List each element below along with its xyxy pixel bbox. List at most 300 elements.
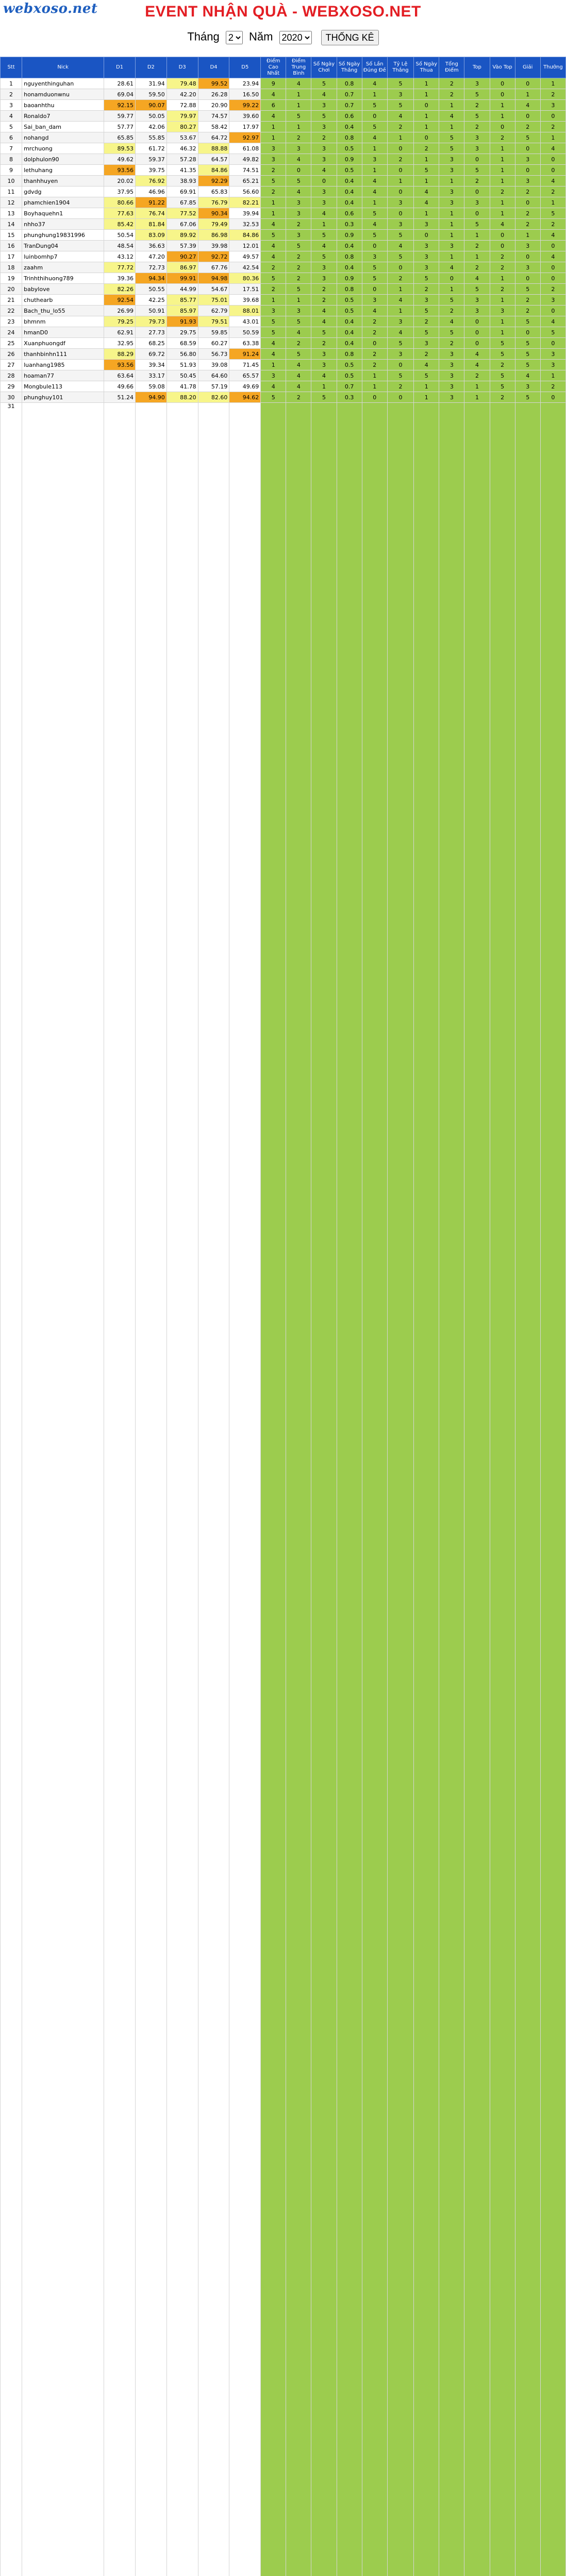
value-cell: 4	[286, 360, 311, 370]
value-cell: 2	[362, 327, 387, 338]
value-cell: 4	[286, 187, 311, 197]
value-cell	[261, 403, 286, 2576]
value-cell	[387, 403, 413, 2576]
value-cell: 28	[1, 370, 22, 381]
value-cell: 86.98	[198, 230, 229, 241]
value-cell: 3	[311, 262, 337, 273]
value-cell: 3	[515, 176, 540, 187]
value-cell: 4	[515, 370, 540, 381]
value-cell: 1	[490, 143, 515, 154]
value-cell: 3	[439, 381, 464, 392]
value-cell: 39.98	[198, 241, 229, 251]
value-cell: 4	[540, 251, 565, 262]
value-cell: 50.45	[167, 370, 198, 381]
value-cell: 1	[261, 122, 286, 132]
value-cell: 2	[387, 154, 413, 165]
value-cell: 79.49	[198, 219, 229, 230]
value-cell: 5	[362, 262, 387, 273]
value-cell: 3	[439, 349, 464, 360]
value-cell: 92.54	[104, 295, 136, 306]
table-row	[1, 273, 566, 284]
value-cell: 36.63	[135, 241, 167, 251]
value-cell: 2	[464, 100, 490, 111]
value-cell: 2	[362, 316, 387, 327]
value-cell: 2	[490, 284, 515, 295]
value-cell: 11	[1, 187, 22, 197]
ranking-table	[0, 57, 566, 2576]
nick-cell[interactable]: phunghung19831996	[22, 230, 104, 241]
value-cell: 24	[1, 327, 22, 338]
value-cell: 5	[311, 230, 337, 241]
value-cell: 83.09	[135, 230, 167, 241]
value-cell: 2	[439, 89, 464, 100]
value-cell: 51.24	[104, 392, 136, 403]
value-cell: 4	[362, 176, 387, 187]
value-cell: 5	[439, 143, 464, 154]
table-row	[1, 349, 566, 360]
month-select[interactable]	[226, 31, 243, 44]
table-row	[1, 241, 566, 251]
value-cell: 1	[464, 230, 490, 241]
value-cell: 2	[515, 295, 540, 306]
value-cell: 0	[490, 89, 515, 100]
table-row	[1, 327, 566, 338]
value-cell: 0.4	[337, 176, 362, 187]
column-header: D3	[167, 57, 198, 78]
value-cell: 3	[464, 306, 490, 316]
value-cell: 0	[464, 327, 490, 338]
value-cell: 4	[387, 241, 413, 251]
value-cell: 5	[490, 370, 515, 381]
value-cell: 2	[515, 306, 540, 316]
table-row	[1, 100, 566, 111]
value-cell: 3	[439, 360, 464, 370]
value-cell: 2	[464, 370, 490, 381]
value-cell: 0	[540, 392, 565, 403]
value-cell: 57.28	[167, 154, 198, 165]
value-cell: 16	[1, 241, 22, 251]
value-cell: 5	[286, 284, 311, 295]
value-cell	[198, 403, 229, 2576]
value-cell: 4	[540, 316, 565, 327]
nick-cell[interactable]: phamchien1904	[22, 197, 104, 208]
value-cell: 3	[387, 89, 413, 100]
value-cell: 13	[1, 208, 22, 219]
value-cell: 0	[362, 284, 387, 295]
value-cell: 39.36	[104, 273, 136, 284]
value-cell: 0	[515, 165, 540, 176]
value-cell: 1	[286, 89, 311, 100]
nick-cell[interactable]: Bach_thu_lo55	[22, 306, 104, 316]
value-cell: 29.75	[167, 327, 198, 338]
value-cell: 50.05	[135, 111, 167, 122]
value-cell: 5	[362, 230, 387, 241]
value-cell: 63.38	[229, 338, 261, 349]
value-cell: 4	[414, 187, 439, 197]
value-cell: 1	[414, 381, 439, 392]
value-cell: 5	[439, 327, 464, 338]
value-cell: 58.42	[198, 122, 229, 132]
value-cell: 1	[362, 143, 387, 154]
value-cell: 0.9	[337, 230, 362, 241]
value-cell: 80.36	[229, 273, 261, 284]
value-cell: 21	[1, 295, 22, 306]
value-cell: 5	[540, 208, 565, 219]
table-row	[1, 306, 566, 316]
value-cell: 4	[464, 273, 490, 284]
value-cell: 69.91	[167, 187, 198, 197]
value-cell: 20	[1, 284, 22, 295]
value-cell: 77.52	[167, 208, 198, 219]
value-cell: 85.42	[104, 219, 136, 230]
value-cell: 65.57	[229, 370, 261, 381]
nick-cell[interactable]: hmanD0	[22, 327, 104, 338]
value-cell: 2	[540, 381, 565, 392]
table-row	[1, 176, 566, 187]
value-cell: 2	[414, 143, 439, 154]
value-cell: 0.4	[337, 262, 362, 273]
value-cell: 5	[261, 176, 286, 187]
value-cell: 53.67	[167, 132, 198, 143]
table-header	[1, 57, 566, 78]
value-cell: 2	[439, 78, 464, 89]
value-cell: 2	[387, 273, 413, 284]
value-cell	[167, 403, 198, 2576]
value-cell: 5	[261, 230, 286, 241]
value-cell: 0	[490, 241, 515, 251]
value-cell: 3	[414, 295, 439, 306]
value-cell: 1	[490, 208, 515, 219]
nick-cell[interactable]: Boyhaquehn1	[22, 208, 104, 219]
value-cell: 41.35	[167, 165, 198, 176]
value-cell: 5	[311, 251, 337, 262]
nick-cell[interactable]: baoanhthu	[22, 100, 104, 111]
table-row	[1, 262, 566, 273]
value-cell: 5	[261, 327, 286, 338]
value-cell	[135, 403, 167, 2576]
value-cell: 1	[261, 132, 286, 143]
value-cell: 2	[286, 251, 311, 262]
nick-cell[interactable]: honamduonwnu	[22, 89, 104, 100]
value-cell: 0	[515, 78, 540, 89]
value-cell: 94.98	[198, 273, 229, 284]
value-cell: 39.60	[229, 111, 261, 122]
nick-cell[interactable]: gdvdg	[22, 187, 104, 197]
value-cell: 84.86	[198, 165, 229, 176]
nick-cell[interactable]: Mongbule113	[22, 381, 104, 392]
value-cell	[414, 403, 439, 2576]
value-cell: 4	[464, 360, 490, 370]
value-cell: 90.07	[135, 100, 167, 111]
value-cell: 4	[414, 360, 439, 370]
value-cell: 4	[286, 154, 311, 165]
year-select[interactable]	[279, 31, 312, 44]
nick-cell[interactable]: nguyenthinguhan	[22, 78, 104, 89]
year-label: Năm	[248, 30, 273, 43]
nick-cell[interactable]: thanhhuyen	[22, 176, 104, 187]
nick-cell[interactable]: bhmnm	[22, 316, 104, 327]
value-cell: 31.94	[135, 78, 167, 89]
value-cell: 1	[540, 370, 565, 381]
value-cell: 3	[515, 381, 540, 392]
value-cell: 2	[414, 316, 439, 327]
value-cell: 5	[515, 316, 540, 327]
value-cell: 1	[439, 208, 464, 219]
value-cell: 3	[387, 219, 413, 230]
value-cell: 5	[286, 111, 311, 122]
value-cell: 0	[540, 273, 565, 284]
value-cell: 5	[387, 78, 413, 89]
column-header: Giải	[515, 57, 540, 78]
value-cell: 2	[439, 306, 464, 316]
value-cell: 3	[387, 349, 413, 360]
table-row	[1, 230, 566, 241]
value-cell: 4	[286, 327, 311, 338]
value-cell: 5	[362, 122, 387, 132]
value-cell: 99.52	[198, 78, 229, 89]
value-cell	[515, 403, 540, 2576]
value-cell: 2	[387, 122, 413, 132]
value-cell: 2	[490, 251, 515, 262]
value-cell: 3	[311, 100, 337, 111]
value-cell: 1	[515, 230, 540, 241]
value-cell: 0	[464, 208, 490, 219]
value-cell: 32.53	[229, 219, 261, 230]
value-cell: 1	[439, 284, 464, 295]
value-cell: 94.34	[135, 273, 167, 284]
value-cell: 49.82	[229, 154, 261, 165]
value-cell: 1	[311, 219, 337, 230]
value-cell: 90.27	[167, 251, 198, 262]
value-cell: 26.28	[198, 89, 229, 100]
value-cell: 88.01	[229, 306, 261, 316]
value-cell: 0.8	[337, 78, 362, 89]
value-cell: 1	[261, 360, 286, 370]
value-cell: 1	[414, 392, 439, 403]
value-cell: 3	[464, 143, 490, 154]
value-cell: 2	[286, 392, 311, 403]
nick-cell[interactable]: nohangd	[22, 132, 104, 143]
nick-cell[interactable]: Xuanphuongdf	[22, 338, 104, 349]
value-cell: 0	[540, 241, 565, 251]
value-cell: 0.8	[337, 349, 362, 360]
value-cell: 20.90	[198, 100, 229, 111]
value-cell: 42.20	[167, 89, 198, 100]
value-cell: 5	[515, 349, 540, 360]
value-cell: 1	[414, 111, 439, 122]
value-cell: 0.4	[337, 241, 362, 251]
value-cell: 4	[414, 197, 439, 208]
nick-cell[interactable]: zaahm	[22, 262, 104, 273]
column-header: Vào Top	[490, 57, 515, 78]
stats-button[interactable]: THỐNG KÊ	[321, 30, 379, 45]
value-cell: 92.29	[198, 176, 229, 187]
value-cell: 1	[464, 381, 490, 392]
value-cell: 20.02	[104, 176, 136, 187]
nick-cell[interactable]: hoaman77	[22, 370, 104, 381]
value-cell: 5	[286, 176, 311, 187]
value-cell: 4	[362, 306, 387, 316]
nick-cell[interactable]: Ronaldo7	[22, 111, 104, 122]
value-cell: 4	[362, 219, 387, 230]
value-cell: 46.96	[135, 187, 167, 197]
value-cell: 39.08	[198, 360, 229, 370]
value-cell: 5	[286, 316, 311, 327]
value-cell: 90.34	[198, 208, 229, 219]
value-cell	[337, 403, 362, 2576]
value-cell: 85.77	[167, 295, 198, 306]
column-header: Top	[464, 57, 490, 78]
nick-cell[interactable]: lethuhang	[22, 165, 104, 176]
value-cell: 5	[261, 316, 286, 327]
table-row	[1, 370, 566, 381]
value-cell: 63.64	[104, 370, 136, 381]
value-cell: 72.88	[167, 100, 198, 111]
value-cell: 3	[439, 154, 464, 165]
column-header: D2	[135, 57, 167, 78]
value-cell: 5	[464, 219, 490, 230]
value-cell: 0.5	[337, 295, 362, 306]
value-cell: 2	[464, 262, 490, 273]
value-cell: 4	[311, 316, 337, 327]
value-cell: 4	[362, 187, 387, 197]
value-cell: 3	[1, 100, 22, 111]
value-cell: 4	[439, 111, 464, 122]
value-cell: 0.5	[337, 143, 362, 154]
nick-cell[interactable]: TranDung04	[22, 241, 104, 251]
value-cell: 5	[362, 100, 387, 111]
value-cell: 37.95	[104, 187, 136, 197]
value-cell: 4	[311, 165, 337, 176]
value-cell: 5	[464, 165, 490, 176]
nick-cell[interactable]: thanhbinhn111	[22, 349, 104, 360]
value-cell: 0.7	[337, 89, 362, 100]
value-cell: 1	[286, 122, 311, 132]
value-cell: 0	[414, 132, 439, 143]
value-cell: 0.8	[337, 284, 362, 295]
value-cell: 2	[540, 187, 565, 197]
value-cell: 1	[261, 295, 286, 306]
value-cell: 1	[439, 176, 464, 187]
value-cell: 4	[362, 132, 387, 143]
value-cell: 2	[261, 165, 286, 176]
value-cell: 0	[540, 154, 565, 165]
nick-cell[interactable]: chuthearb	[22, 295, 104, 306]
value-cell: 0	[464, 316, 490, 327]
nick-cell[interactable]: Trinhthihuong789	[22, 273, 104, 284]
value-cell: 3	[464, 295, 490, 306]
value-cell: 1	[414, 154, 439, 165]
value-cell: 26.99	[104, 306, 136, 316]
nick-cell[interactable]: dolphulon90	[22, 154, 104, 165]
value-cell: 4	[540, 143, 565, 154]
value-cell: 3	[490, 306, 515, 316]
value-cell: 0	[515, 143, 540, 154]
column-header: Stt	[1, 57, 22, 78]
value-cell: 4	[311, 370, 337, 381]
value-cell: 1	[387, 306, 413, 316]
value-cell: 41.78	[167, 381, 198, 392]
value-cell: 74.51	[229, 165, 261, 176]
value-cell: 0.4	[337, 122, 362, 132]
value-cell: 5	[515, 132, 540, 143]
value-cell: 3	[439, 197, 464, 208]
nick-cell[interactable]: luinbomhp7	[22, 251, 104, 262]
value-cell: 3	[540, 295, 565, 306]
value-cell: 28.61	[104, 78, 136, 89]
value-cell: 2	[286, 219, 311, 230]
column-header: Điểm Cao Nhất	[261, 57, 286, 78]
value-cell: 80.27	[167, 122, 198, 132]
value-cell: 3	[311, 143, 337, 154]
value-cell: 5	[414, 327, 439, 338]
value-cell: 44.99	[167, 284, 198, 295]
value-cell: 0.6	[337, 208, 362, 219]
value-cell: 31	[1, 403, 22, 2576]
value-cell: 4	[261, 89, 286, 100]
value-cell: 3	[286, 208, 311, 219]
value-cell: 2	[540, 219, 565, 230]
value-cell: 0	[362, 241, 387, 251]
value-cell: 4	[286, 78, 311, 89]
column-header: Điểm Trung Bình	[286, 57, 311, 78]
value-cell: 1	[540, 197, 565, 208]
value-cell: 59.85	[198, 327, 229, 338]
value-cell: 0	[515, 273, 540, 284]
nick-cell[interactable]: mrchuong	[22, 143, 104, 154]
value-cell: 0.4	[337, 327, 362, 338]
value-cell: 1	[414, 208, 439, 219]
value-cell: 4	[362, 78, 387, 89]
value-cell: 2	[261, 262, 286, 273]
value-cell: 2	[515, 208, 540, 219]
value-cell: 3	[439, 165, 464, 176]
table-row	[1, 392, 566, 403]
nick-cell[interactable]: Sai_ban_dam	[22, 122, 104, 132]
value-cell: 2	[490, 392, 515, 403]
value-cell: 1	[490, 295, 515, 306]
nick-cell[interactable]: nhho37	[22, 219, 104, 230]
value-cell: 5	[387, 230, 413, 241]
value-cell: 3	[261, 154, 286, 165]
value-cell: 5	[387, 251, 413, 262]
nick-cell[interactable]: phunghuy101	[22, 392, 104, 403]
value-cell: 1	[414, 122, 439, 132]
value-cell: 0	[414, 230, 439, 241]
value-cell: 0	[387, 360, 413, 370]
value-cell: 5	[286, 349, 311, 360]
value-cell: 76.79	[198, 197, 229, 208]
value-cell: 32.95	[104, 338, 136, 349]
site-logo[interactable]: webxoso.net	[3, 1, 98, 16]
nick-cell[interactable]: luanhang1985	[22, 360, 104, 370]
value-cell: 5	[261, 273, 286, 284]
value-cell: 18	[1, 262, 22, 273]
value-cell: 43.01	[229, 316, 261, 327]
value-cell: 3	[311, 273, 337, 284]
value-cell: 3	[362, 251, 387, 262]
value-cell: 5	[439, 295, 464, 306]
value-cell: 6	[261, 100, 286, 111]
table-row	[1, 143, 566, 154]
value-cell: 4	[439, 316, 464, 327]
nick-cell[interactable]: babylove	[22, 284, 104, 295]
value-cell: 4	[311, 306, 337, 316]
value-cell: 4	[387, 295, 413, 306]
table-row	[1, 197, 566, 208]
value-cell: 29	[1, 381, 22, 392]
value-cell: 0	[387, 262, 413, 273]
